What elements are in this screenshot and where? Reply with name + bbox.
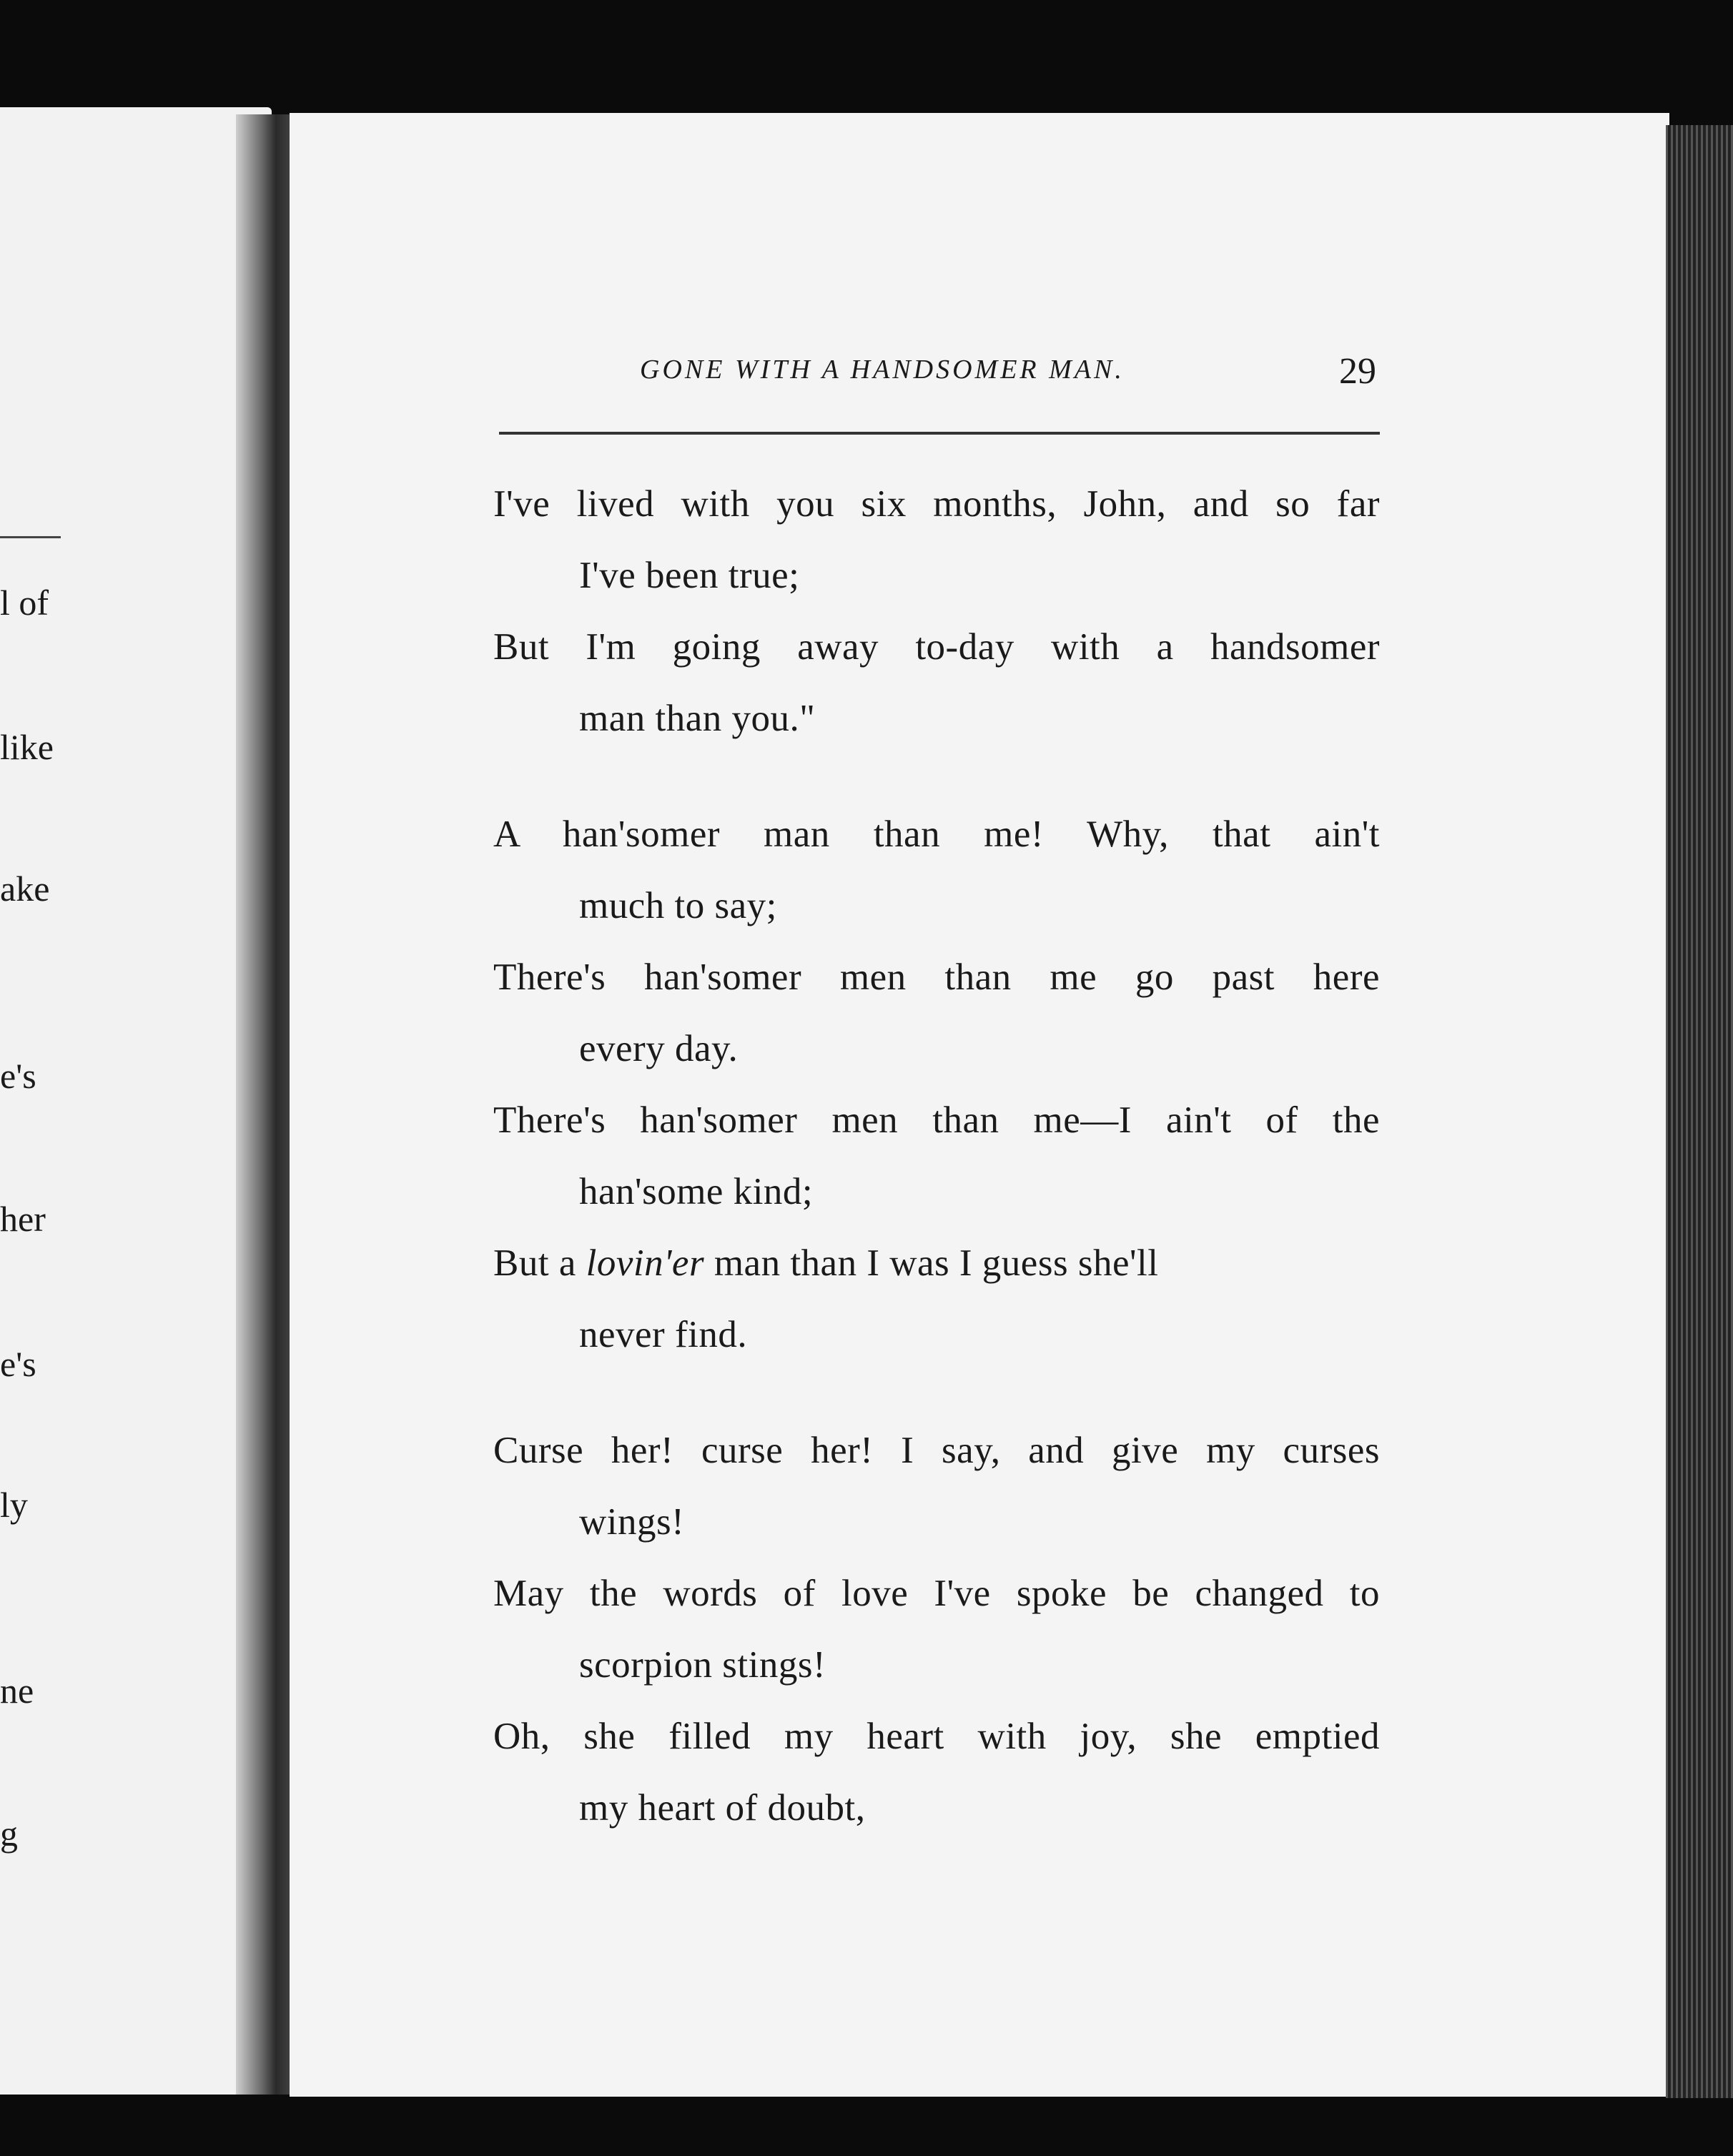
poem-line: every day. xyxy=(579,1028,739,1069)
poem-line: han'some kind; xyxy=(579,1171,814,1212)
poem-line: There's han'somer men than me go past here xyxy=(493,956,1380,998)
poem-line: I've been true; xyxy=(579,555,800,596)
left-fragment: her xyxy=(0,1199,46,1239)
poem-line: I've lived with you six months, John, and so far xyxy=(493,483,1380,525)
poem-line: Curse her! curse her! I say, and give my curses xyxy=(493,1430,1380,1471)
poem-line: much to say; xyxy=(579,885,777,926)
stanza xyxy=(493,468,1387,754)
book-gutter xyxy=(236,114,293,2095)
left-fragment: ly xyxy=(0,1485,28,1525)
poem-line: scorpion stings! xyxy=(579,1644,826,1686)
poem-line: A han'somer man than me! Why, that ain't xyxy=(493,814,1380,855)
left-fragment: g xyxy=(0,1814,18,1854)
left-fragment: ne xyxy=(0,1671,34,1711)
page-number: 29 xyxy=(1339,351,1376,392)
poem-line: But I'm going away to-day with a handsomer xyxy=(493,626,1380,668)
header-rule xyxy=(499,432,1380,435)
italic-word: lovin'er xyxy=(586,1242,705,1284)
left-fragment: e's xyxy=(0,1344,36,1384)
left-page-rule xyxy=(0,536,61,538)
stanza xyxy=(493,1415,1387,1844)
page-edges xyxy=(1666,125,1733,2098)
line-segment: But a xyxy=(493,1242,586,1284)
poem-line: wings! xyxy=(579,1501,685,1543)
running-head: GONE WITH A HANDSOMER MAN. xyxy=(640,355,1125,385)
poem-line: never find. xyxy=(579,1314,748,1355)
line-segment: man than I was I guess she'll xyxy=(704,1242,1159,1284)
poem-line-mixed xyxy=(493,1227,1387,1299)
poem-line: my heart of doubt, xyxy=(579,1787,866,1829)
left-page xyxy=(0,107,272,2095)
left-fragment: like xyxy=(0,727,54,767)
left-fragment: l of xyxy=(0,583,49,623)
poem-line: May the words of love I've spoke be changed to xyxy=(493,1573,1380,1614)
poem-text xyxy=(493,468,1387,1844)
poem-line: Oh, she filled my heart with joy, she emptied xyxy=(493,1716,1380,1757)
left-fragment: e's xyxy=(0,1056,36,1096)
poem-line: man than you." xyxy=(579,698,816,739)
poem-line: There's han'somer men than me—I ain't of the xyxy=(493,1099,1380,1141)
left-fragment: ake xyxy=(0,869,50,909)
stanza xyxy=(493,798,1387,1370)
